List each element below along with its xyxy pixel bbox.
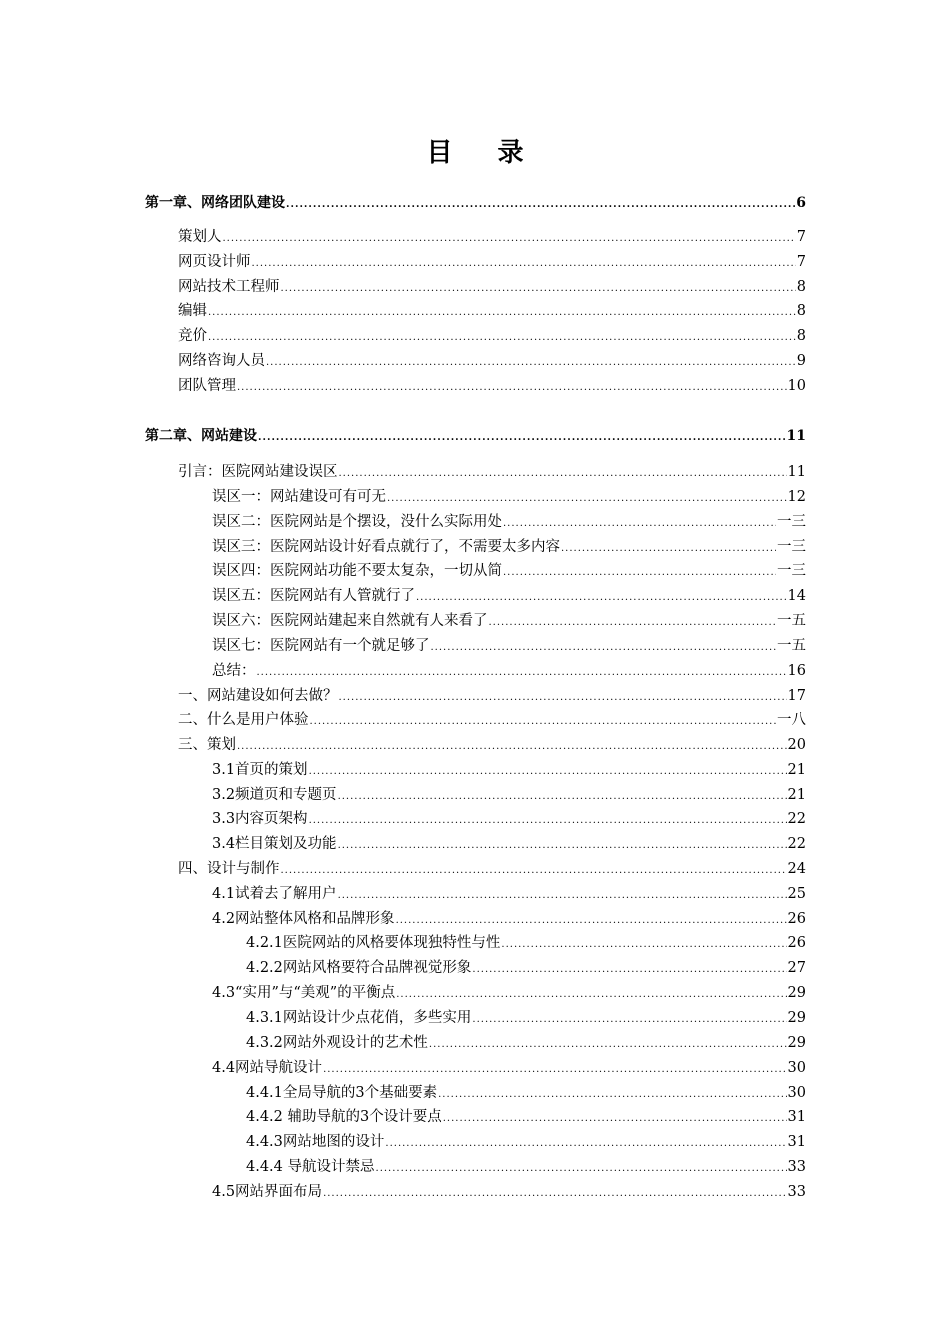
toc-page-number: 33 bbox=[787, 1159, 806, 1175]
toc-entry[interactable] bbox=[246, 1007, 806, 1029]
toc-entry[interactable] bbox=[212, 1057, 806, 1079]
dot-leader bbox=[309, 810, 787, 832]
toc-entry[interactable] bbox=[178, 461, 806, 483]
toc-entry-label: 误区一：网站建设可有可无 bbox=[212, 489, 386, 505]
dot-leader bbox=[310, 711, 777, 733]
dot-leader bbox=[266, 352, 796, 374]
toc-entry[interactable] bbox=[246, 1131, 806, 1153]
toc-entry[interactable] bbox=[212, 982, 806, 1004]
toc-page-number: 21 bbox=[787, 787, 806, 803]
toc-entry-label: 3.1首页的策划 bbox=[212, 762, 308, 778]
dot-leader bbox=[443, 1108, 787, 1130]
toc-page-number: 一五 bbox=[777, 613, 806, 629]
toc-entry[interactable] bbox=[212, 784, 806, 806]
toc-page-number: 33 bbox=[787, 1184, 806, 1200]
toc-entry-label: 4.3.2网站外观设计的艺术性 bbox=[246, 1035, 428, 1051]
toc-page-number: 30 bbox=[787, 1060, 806, 1076]
toc-entry-label: 编辑 bbox=[178, 303, 207, 319]
toc-page-number: 14 bbox=[787, 588, 806, 604]
toc-entry[interactable] bbox=[212, 908, 806, 930]
toc-entry-label: 4.4.4 导航设计禁忌 bbox=[246, 1159, 375, 1175]
toc-entry-label: 4.5网站界面布局 bbox=[212, 1184, 323, 1200]
toc-entry[interactable] bbox=[246, 1032, 806, 1054]
toc-entry-label: 误区五：医院网站有人管就行了 bbox=[212, 588, 415, 604]
dot-leader bbox=[339, 463, 787, 485]
dot-leader bbox=[223, 228, 796, 250]
toc-page-number: 25 bbox=[787, 886, 806, 902]
dot-leader bbox=[237, 377, 787, 399]
toc-page-number: 26 bbox=[787, 911, 806, 927]
toc-page-number: 一三 bbox=[777, 563, 806, 579]
toc-entry-label: 网站技术工程师 bbox=[178, 279, 280, 295]
toc-page-number: 16 bbox=[787, 663, 806, 679]
dot-leader bbox=[338, 835, 787, 857]
dot-leader bbox=[396, 910, 787, 932]
toc-entry[interactable] bbox=[246, 1106, 806, 1128]
dot-leader bbox=[258, 427, 786, 449]
dot-leader bbox=[561, 538, 776, 560]
toc-entry-label: 4.4.1全局导航的3个基础要素 bbox=[246, 1085, 438, 1101]
toc-page-number: 30 bbox=[787, 1085, 806, 1101]
dot-leader bbox=[429, 1034, 787, 1056]
toc-entry-label: 3.3内容页架构 bbox=[212, 811, 308, 827]
toc-page-number: 6 bbox=[796, 195, 806, 211]
toc-page-number: 一八 bbox=[777, 712, 806, 728]
toc-chapter-entry[interactable] bbox=[145, 425, 806, 447]
toc-entry[interactable] bbox=[178, 300, 806, 322]
dot-leader bbox=[376, 1158, 787, 1180]
toc-page-number: 29 bbox=[787, 1035, 806, 1051]
dot-leader bbox=[323, 1059, 786, 1081]
toc-entry[interactable] bbox=[178, 375, 806, 397]
toc-page-number: 26 bbox=[787, 935, 806, 951]
toc-page-number: 21 bbox=[787, 762, 806, 778]
toc-page-number: 7 bbox=[796, 254, 806, 270]
toc-page-number: 11 bbox=[786, 428, 806, 444]
toc-page-number: 31 bbox=[787, 1134, 806, 1150]
toc-entry-label: 团队管理 bbox=[178, 378, 236, 394]
toc-entry-label: 三、策划 bbox=[178, 737, 236, 753]
toc-entry-label: 一、网站建设如何去做？ bbox=[178, 688, 338, 704]
toc-entry-label: 误区四：医院网站功能不要太复杂，一切从简 bbox=[212, 563, 502, 579]
dot-leader bbox=[472, 959, 786, 981]
toc-entry[interactable] bbox=[178, 709, 806, 731]
toc-page-number: 20 bbox=[787, 737, 806, 753]
toc-page-number: 一三 bbox=[777, 514, 806, 530]
dot-leader bbox=[396, 984, 786, 1006]
toc-entry-label: 4.4.3网站地图的设计 bbox=[246, 1134, 385, 1150]
toc-entry[interactable] bbox=[246, 932, 806, 954]
dot-leader bbox=[489, 612, 777, 634]
dot-leader bbox=[208, 327, 796, 349]
toc-entry-label: 4.2.2网站风格要符合品牌视觉形象 bbox=[246, 960, 472, 976]
dot-leader bbox=[208, 302, 796, 324]
dot-leader bbox=[385, 1133, 786, 1155]
toc-entry-label: 误区三：医院网站设计好看点就行了，不需要太多内容 bbox=[212, 539, 560, 555]
dot-leader bbox=[323, 1183, 786, 1205]
toc-page-number: 8 bbox=[796, 328, 806, 344]
toc-page-number: 8 bbox=[796, 279, 806, 295]
toc-entry[interactable] bbox=[246, 1156, 806, 1178]
dot-leader bbox=[431, 637, 777, 659]
toc-entry[interactable] bbox=[178, 276, 806, 298]
toc-page-number: 29 bbox=[787, 1010, 806, 1026]
toc-page-number: 27 bbox=[787, 960, 806, 976]
toc-entry[interactable] bbox=[178, 858, 806, 880]
dot-leader bbox=[252, 253, 796, 275]
toc-entry[interactable] bbox=[246, 1082, 806, 1104]
toc-entry-label: 4.3.1网站设计少点花俏，多些实用 bbox=[246, 1010, 472, 1026]
toc-entry[interactable] bbox=[212, 635, 806, 657]
toc-entry[interactable] bbox=[212, 883, 806, 905]
toc-entry-label: 4.4网站导航设计 bbox=[212, 1060, 323, 1076]
toc-entry-label: 引言：医院网站建设误区 bbox=[178, 464, 338, 480]
toc-entry-label: 4.2.1医院网站的风格要体现独特性与性 bbox=[246, 935, 501, 951]
toc-entry[interactable] bbox=[212, 660, 806, 682]
toc-page-number: 29 bbox=[787, 985, 806, 1001]
dot-leader bbox=[416, 587, 787, 609]
toc-entry[interactable] bbox=[212, 833, 806, 855]
toc-entry-label: 4.1试着去了解用户 bbox=[212, 886, 337, 902]
toc-page-number: 一五 bbox=[777, 638, 806, 654]
toc-entry-label: 3.4栏目策划及功能 bbox=[212, 836, 337, 852]
toc-page-number: 10 bbox=[787, 378, 806, 394]
toc-entry[interactable] bbox=[212, 759, 806, 781]
toc-entry-label: 四、设计与制作 bbox=[178, 861, 280, 877]
toc-entry[interactable] bbox=[246, 957, 806, 979]
dot-leader bbox=[338, 885, 787, 907]
toc-entry[interactable] bbox=[212, 808, 806, 830]
dot-leader bbox=[257, 662, 787, 684]
toc-entry-label: 网络咨询人员 bbox=[178, 353, 265, 369]
toc-entry-label: 策划人 bbox=[178, 229, 222, 245]
toc-entry-label: 3.2频道页和专题页 bbox=[212, 787, 337, 803]
toc-entry[interactable] bbox=[212, 560, 806, 582]
toc-page-number: 12 bbox=[787, 489, 806, 505]
toc-entry[interactable] bbox=[178, 734, 806, 756]
dot-leader bbox=[338, 786, 787, 808]
toc-entry[interactable] bbox=[178, 350, 806, 372]
toc-entry[interactable] bbox=[212, 610, 806, 632]
toc-entry-label: 二、什么是用户体验 bbox=[178, 712, 309, 728]
toc-entry[interactable] bbox=[212, 585, 806, 607]
toc-entry-label: 竞价 bbox=[178, 328, 207, 344]
toc-entry[interactable] bbox=[212, 486, 806, 508]
toc-entry-label: 网页设计师 bbox=[178, 254, 251, 270]
toc-entry-label: 误区六：医院网站建起来自然就有人来看了 bbox=[212, 613, 488, 629]
toc-page-number: 11 bbox=[787, 464, 806, 480]
toc-entry[interactable] bbox=[212, 511, 806, 533]
toc-entry-label: 第一章、网络团队建设 bbox=[145, 195, 285, 211]
toc-page-number: 22 bbox=[787, 811, 806, 827]
toc-page-number: 17 bbox=[787, 688, 806, 704]
toc-entry[interactable] bbox=[212, 1181, 806, 1203]
toc-entry-label: 第二章、网站建设 bbox=[145, 428, 257, 444]
dot-leader bbox=[438, 1084, 786, 1106]
dot-leader bbox=[286, 194, 795, 216]
toc-chapter-entry[interactable] bbox=[145, 192, 806, 214]
toc-entry[interactable] bbox=[178, 251, 806, 273]
dot-leader bbox=[501, 934, 786, 956]
toc-page-number: 7 bbox=[796, 229, 806, 245]
toc-entry[interactable] bbox=[178, 685, 806, 707]
dot-leader bbox=[339, 687, 787, 709]
dot-leader bbox=[503, 513, 776, 535]
toc-entry-label: 总结： bbox=[212, 663, 256, 679]
dot-leader bbox=[387, 488, 787, 510]
toc-page-number: 31 bbox=[787, 1109, 806, 1125]
toc-entry-label: 误区七：医院网站有一个就足够了 bbox=[212, 638, 430, 654]
dot-leader bbox=[503, 562, 776, 584]
page-title: 目 录 bbox=[426, 138, 542, 168]
toc-entry-label: 4.3“实用”与“美观”的平衡点 bbox=[212, 985, 396, 1001]
dot-leader bbox=[281, 278, 796, 300]
toc-entry[interactable] bbox=[212, 536, 806, 558]
toc-entry[interactable] bbox=[178, 226, 806, 248]
toc-page-number: 24 bbox=[787, 861, 806, 877]
toc-page-number: 8 bbox=[796, 303, 806, 319]
dot-leader bbox=[281, 860, 787, 882]
toc-entry-label: 4.4.2 辅助导航的3个设计要点 bbox=[246, 1109, 442, 1125]
dot-leader bbox=[472, 1009, 786, 1031]
toc-page-number: 9 bbox=[796, 353, 806, 369]
toc-entry-label: 误区二：医院网站是个摆设，没什么实际用处 bbox=[212, 514, 502, 530]
toc-page-number: 一三 bbox=[777, 539, 806, 555]
toc-entry[interactable] bbox=[178, 325, 806, 347]
dot-leader bbox=[309, 761, 787, 783]
toc-entry-label: 4.2网站整体风格和品牌形象 bbox=[212, 911, 395, 927]
toc-page-number: 22 bbox=[787, 836, 806, 852]
dot-leader bbox=[237, 736, 787, 758]
